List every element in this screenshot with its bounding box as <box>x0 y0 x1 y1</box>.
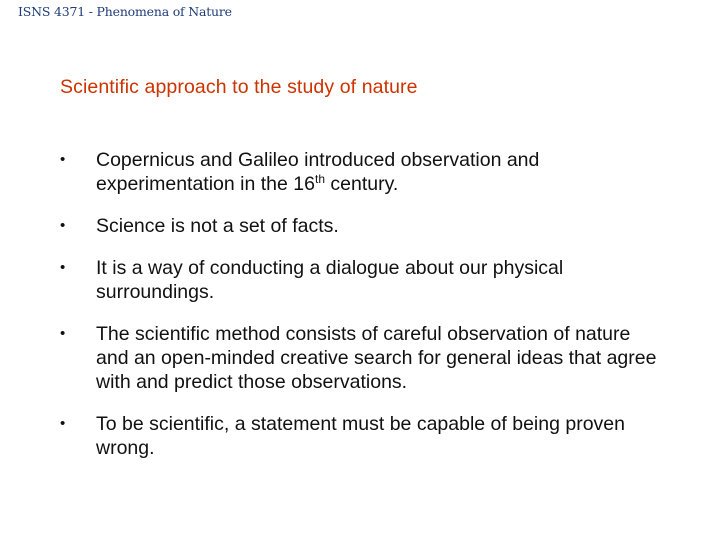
slide-title: Scientific approach to the study of nature <box>60 76 418 98</box>
bullet-text: Science is not a set of facts. <box>96 215 339 237</box>
course-header: ISNS 4371 - Phenomena of Nature <box>18 4 232 19</box>
bullet-text: The scientific method consists of careful observation of nature and an open-minded creative search for general ideas that agree with and predict those observations. <box>96 323 657 393</box>
ordinal-suffix: th <box>314 171 325 186</box>
bullet-dot-icon: • <box>60 325 66 342</box>
bullet-dot-icon: • <box>60 217 66 234</box>
bullet-dot-icon: • <box>60 259 66 276</box>
bullet-text-part: Copernicus and Galileo introduced observation and experimentation in the 16 <box>96 149 540 195</box>
bullet-item <box>60 148 660 196</box>
bullet-dot-icon: • <box>60 151 66 168</box>
bullet-item <box>60 412 660 460</box>
bullet-text <box>96 148 660 196</box>
bullet-item <box>60 256 660 304</box>
bullet-text: To be scientific, a statement must be capable of being proven wrong. <box>96 413 625 459</box>
bullet-item <box>60 214 660 238</box>
bullet-item <box>60 322 660 394</box>
bullet-text-part: century. <box>325 173 399 195</box>
bullet-dot-icon: • <box>60 415 66 432</box>
bullet-text: It is a way of conducting a dialogue about our physical surroundings. <box>96 257 564 303</box>
bullet-list <box>60 148 660 460</box>
